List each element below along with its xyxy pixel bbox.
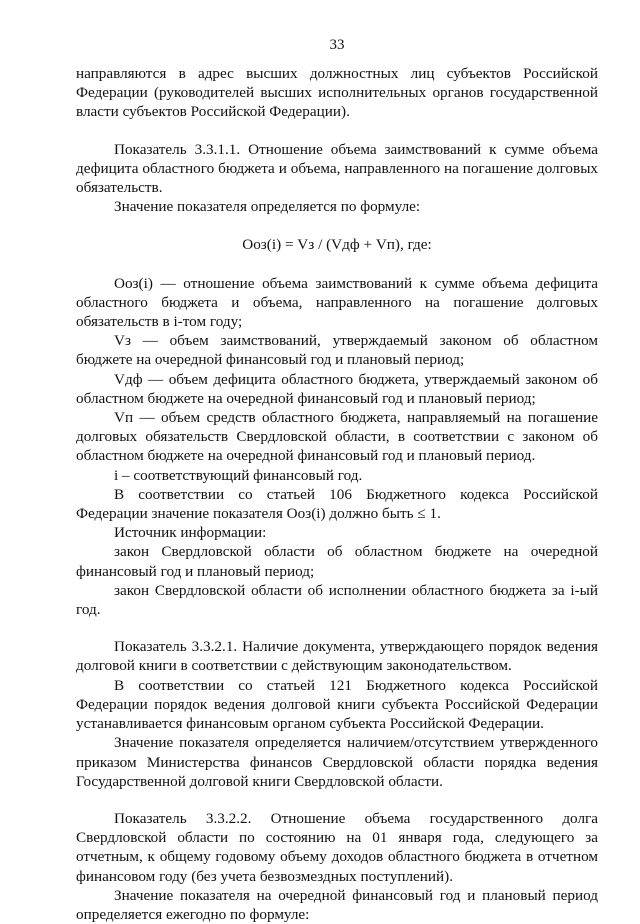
page-number: 33 xyxy=(329,37,345,53)
paragraph-article-121: В соответствии со статьей 121 Бюджетного кодекса Российской Федерации порядок ведения долговой книги субъекта Российской Федерации устанавливается финансовым органом субъекта Российской Федерации. xyxy=(76,676,598,733)
paragraph-definition-vz: Vз — объем заимствований, утверждаемый законом об областном бюджете на очередной финансовый год и плановый период; xyxy=(76,332,598,369)
paragraph-source-execution-law: закон Свердловской области об исполнении областного бюджета за i-ый год. xyxy=(76,581,598,619)
paragraph-info-source: Источник информации: xyxy=(114,524,267,542)
paragraph-definition-vdf: Vдф — объем дефицита областного бюджета, утверждаемый законом об областном бюджете на очередной финансовый год и плановый период; xyxy=(76,370,598,407)
paragraph-indicator-3-3-1-1: Показатель 3.3.1.1. Отношение объема заимствований к сумме объема дефицита областного бюджета и объема, направленного на погашение долговых обязательств. xyxy=(76,140,598,197)
paragraph-source-budget-law: закон Свердловской области об областном бюджете на очередной финансовый год и плановый период; xyxy=(76,543,598,580)
paragraph-article-106: В соответствии со статьей 106 Бюджетного кодекса Российской Федерации значение показателя Оoз(i) должно быть ≤ 1. xyxy=(76,485,598,523)
paragraph-definition-vp: Vп — объем средств областного бюджета, направляемый на погашение долговых обязательств Свердловской области, в соответствии с законом об областном бюджете на очередной финансовый год и плановый период. xyxy=(76,409,598,465)
paragraph-indicator-3-3-2-1: Показатель 3.3.2.1. Наличие документа, утверждающего порядок ведения долговой книги в соответствии с действующим законодательством. xyxy=(76,638,598,675)
paragraph-indicator-3-3-2-2: Показатель 3.3.2.2. Отношение объема государственного долга Свердловской области по состоянию на 01 января года, следующего за отчетным, к общему годовому объему доходов областного бюджета в отчетном финансовом году (без учета безвозмездных поступлений). xyxy=(76,809,598,885)
paragraph-annual-formula-intro: Значение показателя на очередной финансовый год и плановый период определяется ежегодно по формуле: xyxy=(76,886,598,923)
paragraph-definition-ooz: Оoз(i) — отношение объема заимствований к сумме объема дефицита областного бюджета и объема, направленного на погашение долговых обязательств в i-том году; xyxy=(76,274,598,331)
paragraph-value-determination: Значение показателя определяется наличием/отсутствием утвержденного приказом Министерства финансов Свердловской области порядка ведения Государственной долговой книги Свердловской области. xyxy=(76,734,598,790)
paragraph-formula-intro: Значение показателя определяется по формуле: xyxy=(114,198,421,216)
paragraph-definition-i: i – соответствующий финансовый год. xyxy=(114,466,363,484)
paragraph-continuation: направляются в адрес высших должностных лиц субъектов Российской Федерации (руководителей высших исполнительных органов государственной власти субъектов Российской Федерации). xyxy=(76,65,598,121)
formula: Оoз(i) = Vз / (Vдф + Vп), где: xyxy=(242,236,432,254)
